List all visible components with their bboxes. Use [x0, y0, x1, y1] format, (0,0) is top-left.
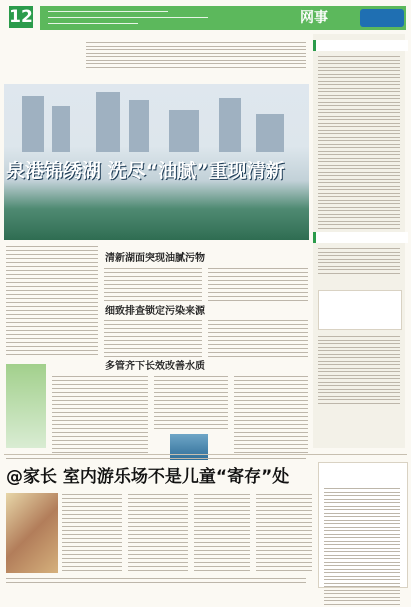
brand-logo [360, 9, 404, 27]
inset-photo [6, 364, 46, 448]
right-column-text-2 [318, 248, 400, 276]
section-title: 网事 [300, 10, 328, 26]
bottom-body-col-3 [194, 494, 250, 574]
bottom-body-col-2 [128, 494, 188, 574]
header-meta-line [48, 17, 208, 18]
right-column-text-1 [318, 56, 400, 231]
lead-body-col-3b [208, 320, 308, 360]
subhead-2: 细致排查锁定污染来源 [105, 306, 205, 317]
right-column-header [313, 232, 408, 243]
bottom-body-tail [6, 578, 306, 586]
header-meta-line [48, 23, 138, 24]
right-column-text-3 [318, 336, 400, 406]
page-number: 12 [9, 7, 33, 27]
subhead-1: 清新湖面突现油腻污物 [105, 253, 205, 264]
bottom-intro-line [6, 458, 306, 462]
right-column-header [313, 40, 408, 51]
lead-body-col-2b [104, 320, 202, 360]
bottom-right-text [324, 488, 400, 607]
bottom-body-col-1 [62, 494, 122, 574]
lead-body-col-1b [52, 376, 148, 456]
small-photo [170, 434, 208, 460]
lead-body-col-3c [234, 376, 308, 456]
masthead [0, 0, 411, 34]
lead-headline: 泉港锦绣湖 洗尽“油腻”重现清新 [6, 160, 285, 182]
header-meta-line [48, 11, 168, 12]
bottom-headline: @家长 室内游乐场不是儿童“寄存”处 [6, 467, 290, 487]
lead-body-col-3 [208, 268, 308, 304]
bottom-body-col-4 [256, 494, 312, 574]
playground-photo [6, 493, 58, 573]
section-divider [4, 454, 407, 455]
right-column-box [318, 290, 402, 330]
lead-body-col-2c [154, 376, 228, 432]
lead-body-col-2 [104, 268, 202, 304]
subhead-3: 多管齐下长效改善水质 [105, 361, 205, 372]
lead-dek-lines [86, 42, 306, 70]
lead-body-col-1 [6, 246, 98, 358]
